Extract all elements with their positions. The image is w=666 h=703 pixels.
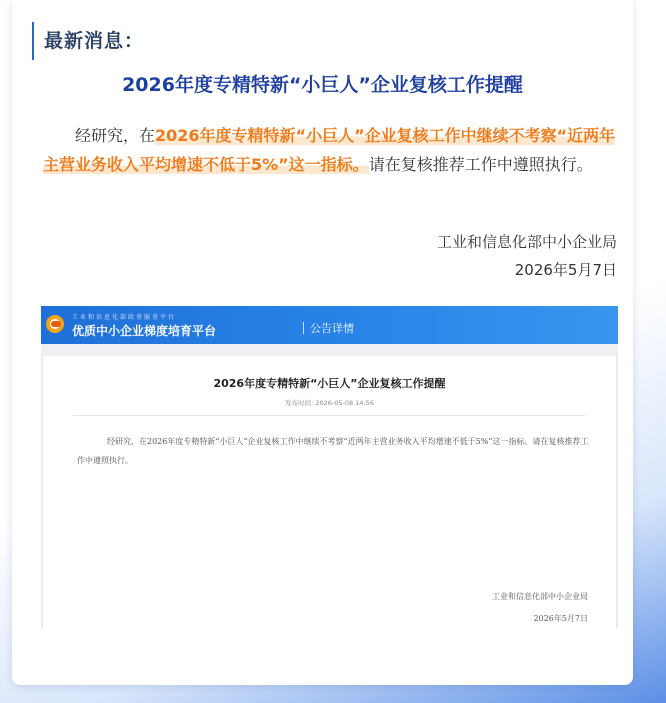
announcement-title: 2026年度专精特新“小巨人”企业复核工作提醒 (213, 377, 446, 390)
signature-org: 工业和信息化部中小企业局 (436, 233, 617, 251)
news-label: 最新消息： (32, 22, 144, 60)
body-tail: 请在复核推荐工作中遵照执行。 (368, 155, 593, 174)
gray-bar (41, 344, 618, 356)
signature-date: 2026年5月7日 (514, 261, 617, 279)
platform-subtitle: 工业和信息化部政务服务平台 (72, 314, 177, 321)
header-divider (303, 322, 304, 334)
publish-time: 发布时间: 2026-05-08 14:56 (285, 399, 374, 407)
notice-headline: 2026年度专精特新“小巨人”企业复核工作提醒 (122, 74, 523, 96)
announcement-screenshot (41, 306, 618, 628)
right-border (616, 356, 618, 628)
left-border (41, 356, 43, 628)
body-highlight: 2026年度专精特新“小巨人”企业复核工作中继续不考察“近两年主营业务收入平均增速不低于5%”这一指标。 (43, 126, 616, 174)
title-divider (73, 415, 585, 416)
announcement-signature (492, 586, 588, 628)
announcement-body: 经研究，在2026年度专精特新“小巨人”企业复核工作中继续不考察“近两年主营业务收入平均增速不低于5%”这一指标。请在复核推荐工作中遵照执行。 (77, 437, 589, 465)
announcement-signature-org: 工业和信息化部中小企业局 (492, 592, 588, 601)
notice-card (12, 0, 633, 685)
notice-signature (437, 228, 617, 284)
platform-brand: 优质中小企业梯度培育平台 (72, 324, 217, 338)
platform-logo-mark (51, 321, 61, 327)
tab-announcement-detail[interactable]: 公告详情 (310, 322, 354, 335)
announcement-signature-date: 2026年5月7日 (533, 614, 588, 623)
body-lead: 经研究，在 (75, 126, 156, 145)
notice-body (43, 121, 619, 179)
platform-header (41, 306, 618, 344)
